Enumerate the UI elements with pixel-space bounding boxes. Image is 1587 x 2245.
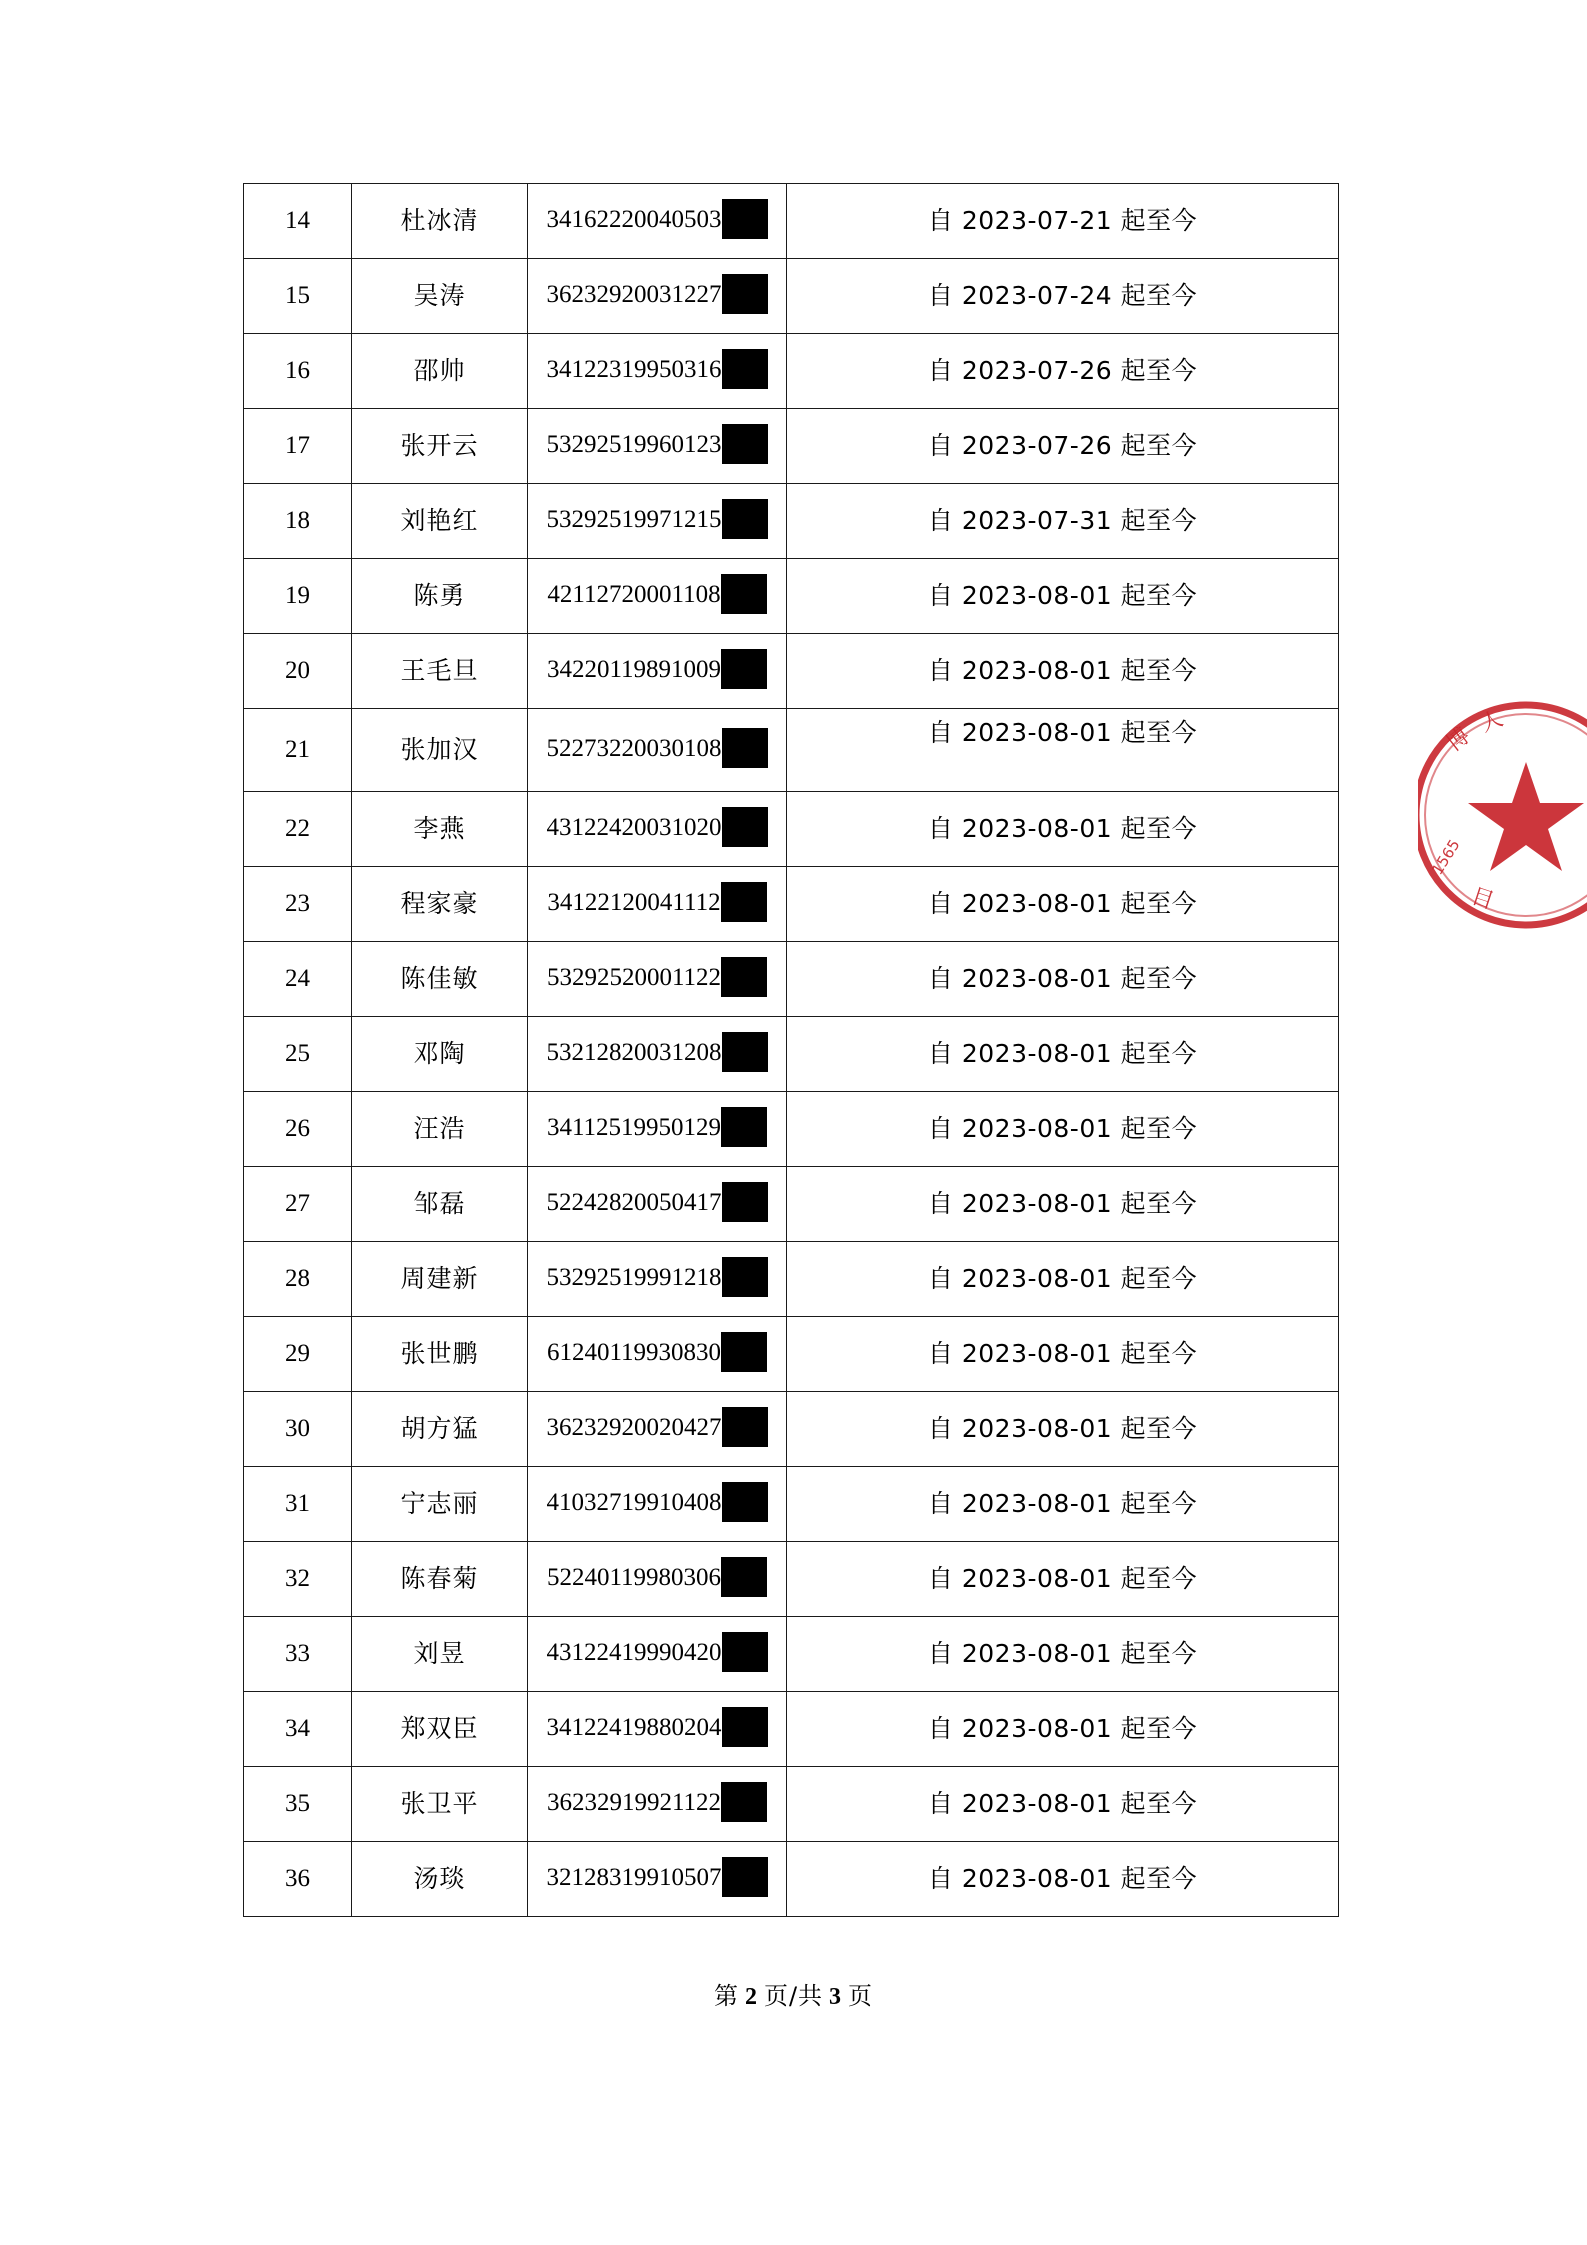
table-row	[244, 634, 1339, 709]
row-name: 张世鹏	[352, 1317, 528, 1392]
row-period: 自 2023-08-01 起至今	[787, 1842, 1339, 1917]
table-row	[244, 259, 1339, 334]
row-index: 35	[244, 1767, 352, 1842]
id-number-text: 53212820031208	[546, 1038, 722, 1066]
redaction-bar	[722, 349, 768, 389]
roster-table-body	[244, 184, 1339, 1917]
roster-table-container	[243, 183, 1338, 1917]
row-id-number	[528, 1617, 787, 1692]
id-number-text: 41032719910408	[546, 1488, 722, 1516]
redaction-bar	[721, 1782, 767, 1822]
table-row	[244, 1167, 1339, 1242]
table-row	[244, 1842, 1339, 1917]
row-index: 19	[244, 559, 352, 634]
row-index: 14	[244, 184, 352, 259]
row-period: 自 2023-08-01 起至今	[787, 634, 1339, 709]
row-period: 自 2023-07-26 起至今	[787, 334, 1339, 409]
row-period: 自 2023-08-01 起至今	[787, 1167, 1339, 1242]
row-index: 24	[244, 942, 352, 1017]
row-name: 陈勇	[352, 559, 528, 634]
table-row	[244, 792, 1339, 867]
svg-text:目: 目	[1468, 883, 1497, 915]
row-index: 22	[244, 792, 352, 867]
id-number-text: 53292519960123	[546, 430, 722, 458]
row-index: 16	[244, 334, 352, 409]
row-index: 27	[244, 1167, 352, 1242]
row-index: 17	[244, 409, 352, 484]
redaction-bar	[722, 1032, 768, 1072]
table-row	[244, 1467, 1339, 1542]
redaction-bar	[722, 1857, 768, 1897]
row-id-number	[528, 1092, 787, 1167]
id-number-text: 42112720001108	[547, 580, 721, 608]
row-index: 26	[244, 1092, 352, 1167]
table-row	[244, 709, 1339, 792]
row-index: 32	[244, 1542, 352, 1617]
id-number-text: 52242820050417	[546, 1188, 722, 1216]
id-number-text: 34122120041112	[547, 888, 721, 916]
redaction-bar	[722, 499, 768, 539]
footer-total-pages: 3	[829, 1984, 843, 2010]
row-index: 23	[244, 867, 352, 942]
official-seal	[1418, 690, 1587, 940]
row-period: 自 2023-08-01 起至今	[787, 1092, 1339, 1167]
row-id-number	[528, 1842, 787, 1917]
id-number-text: 36232919921122	[546, 1788, 722, 1816]
id-number-text: 36232920020427	[546, 1413, 722, 1441]
id-number-text: 34122419880204	[546, 1713, 722, 1741]
row-name: 吴涛	[352, 259, 528, 334]
id-number-text: 61240119930830	[546, 1338, 722, 1366]
row-id-number	[528, 1467, 787, 1542]
svg-text:人: 人	[1476, 706, 1507, 738]
row-period: 自 2023-08-01 起至今	[787, 1392, 1339, 1467]
row-period: 自 2023-08-01 起至今	[787, 1317, 1339, 1392]
row-name: 王毛旦	[352, 634, 528, 709]
row-name: 李燕	[352, 792, 528, 867]
redaction-bar	[722, 807, 768, 847]
row-index: 18	[244, 484, 352, 559]
row-period: 自 2023-08-01 起至今	[787, 867, 1339, 942]
row-name: 刘昱	[352, 1617, 528, 1692]
row-id-number	[528, 1242, 787, 1317]
row-name: 刘艳红	[352, 484, 528, 559]
row-name: 张开云	[352, 409, 528, 484]
row-index: 20	[244, 634, 352, 709]
row-period: 自 2023-08-01 起至今	[787, 1017, 1339, 1092]
redaction-bar	[721, 649, 767, 689]
row-index: 31	[244, 1467, 352, 1542]
redaction-bar	[722, 274, 768, 314]
table-row	[244, 184, 1339, 259]
redaction-bar	[721, 1557, 767, 1597]
row-period: 自 2023-07-24 起至今	[787, 259, 1339, 334]
row-period: 自 2023-08-01 起至今	[787, 792, 1339, 867]
row-name: 汪浩	[352, 1092, 528, 1167]
footer-prefix: 第	[713, 1982, 739, 2010]
row-id-number	[528, 942, 787, 1017]
table-row	[244, 1017, 1339, 1092]
redaction-bar	[721, 957, 767, 997]
row-period: 自 2023-08-01 起至今	[787, 942, 1339, 1017]
redaction-bar	[722, 199, 768, 239]
svg-text:1565: 1565	[1428, 836, 1464, 879]
row-index: 30	[244, 1392, 352, 1467]
row-id-number	[528, 1167, 787, 1242]
id-number-text: 34162220040503	[546, 205, 722, 233]
redaction-bar	[722, 728, 768, 768]
row-name: 张加汉	[352, 709, 528, 792]
table-row	[244, 334, 1339, 409]
footer-middle: 页/共	[763, 1982, 824, 2010]
row-index: 15	[244, 259, 352, 334]
id-number-text: 43122420031020	[546, 813, 722, 841]
row-id-number	[528, 409, 787, 484]
footer-current-page: 2	[744, 1984, 758, 2010]
row-id-number	[528, 559, 787, 634]
row-period: 自 2023-08-01 起至今	[787, 1767, 1339, 1842]
row-id-number	[528, 709, 787, 792]
redaction-bar	[722, 1182, 768, 1222]
row-period: 自 2023-08-01 起至今	[787, 1542, 1339, 1617]
row-id-number	[528, 1017, 787, 1092]
row-name: 陈佳敏	[352, 942, 528, 1017]
row-id-number	[528, 259, 787, 334]
id-number-text: 32128319910507	[546, 1863, 722, 1891]
redaction-bar	[722, 1407, 768, 1447]
table-row	[244, 484, 1339, 559]
row-id-number	[528, 634, 787, 709]
table-row	[244, 1767, 1339, 1842]
row-period: 自 2023-08-01 起至今	[787, 1617, 1339, 1692]
row-id-number	[528, 1317, 787, 1392]
redaction-bar	[722, 1707, 768, 1747]
row-id-number	[528, 792, 787, 867]
table-row	[244, 1392, 1339, 1467]
row-index: 33	[244, 1617, 352, 1692]
row-index: 34	[244, 1692, 352, 1767]
table-row	[244, 1542, 1339, 1617]
row-id-number	[528, 1692, 787, 1767]
table-row	[244, 1242, 1339, 1317]
row-period: 自 2023-07-21 起至今	[787, 184, 1339, 259]
footer-suffix: 页	[848, 1982, 874, 2010]
id-number-text: 34112519950129	[546, 1113, 722, 1141]
table-row	[244, 1317, 1339, 1392]
row-name: 张卫平	[352, 1767, 528, 1842]
row-name: 邹磊	[352, 1167, 528, 1242]
page-footer	[0, 1976, 1587, 2011]
row-name: 郑双臣	[352, 1692, 528, 1767]
row-index: 29	[244, 1317, 352, 1392]
row-name: 邓陶	[352, 1017, 528, 1092]
redaction-bar	[721, 1107, 767, 1147]
table-row	[244, 867, 1339, 942]
redaction-bar	[722, 1257, 768, 1297]
row-index: 25	[244, 1017, 352, 1092]
table-row	[244, 1692, 1339, 1767]
redaction-bar	[722, 1482, 768, 1522]
row-id-number	[528, 867, 787, 942]
id-number-text: 36232920031227	[546, 280, 722, 308]
row-id-number	[528, 184, 787, 259]
row-name: 程家豪	[352, 867, 528, 942]
row-period: 自 2023-08-01 起至今	[787, 559, 1339, 634]
row-index: 21	[244, 709, 352, 792]
row-id-number	[528, 1767, 787, 1842]
id-number-text: 52273220030108	[546, 734, 722, 762]
row-name: 胡方猛	[352, 1392, 528, 1467]
row-id-number	[528, 1392, 787, 1467]
id-number-text: 53292520001122	[546, 963, 722, 991]
id-number-text: 53292519971215	[546, 505, 722, 533]
row-period: 自 2023-08-01 起至今	[787, 1692, 1339, 1767]
id-number-text: 34122319950316	[546, 355, 722, 383]
table-row	[244, 559, 1339, 634]
svg-text:博: 博	[1442, 723, 1476, 757]
row-period: 自 2023-08-01 起至今	[787, 1242, 1339, 1317]
row-id-number	[528, 484, 787, 559]
row-name: 陈春菊	[352, 1542, 528, 1617]
row-period: 自 2023-07-31 起至今	[787, 484, 1339, 559]
row-index: 36	[244, 1842, 352, 1917]
id-number-text: 52240119980306	[546, 1563, 722, 1591]
row-period: 自 2023-08-01 起至今	[787, 709, 1339, 792]
redaction-bar	[721, 1332, 767, 1372]
row-name: 宁志丽	[352, 1467, 528, 1542]
table-row	[244, 942, 1339, 1017]
row-index: 28	[244, 1242, 352, 1317]
redaction-bar	[722, 1632, 768, 1672]
table-row	[244, 409, 1339, 484]
roster-table	[243, 183, 1339, 1917]
row-name: 周建新	[352, 1242, 528, 1317]
redaction-bar	[722, 424, 768, 464]
row-period: 自 2023-08-01 起至今	[787, 1467, 1339, 1542]
row-id-number	[528, 1542, 787, 1617]
row-name: 杜冰清	[352, 184, 528, 259]
id-number-text: 34220119891009	[546, 655, 722, 683]
id-number-text: 43122419990420	[546, 1638, 722, 1666]
row-period: 自 2023-07-26 起至今	[787, 409, 1339, 484]
table-row	[244, 1617, 1339, 1692]
row-id-number	[528, 334, 787, 409]
row-name: 汤琰	[352, 1842, 528, 1917]
row-name: 邵帅	[352, 334, 528, 409]
id-number-text: 53292519991218	[546, 1263, 722, 1291]
table-row	[244, 1092, 1339, 1167]
redaction-bar	[721, 574, 767, 614]
redaction-bar	[721, 882, 767, 922]
